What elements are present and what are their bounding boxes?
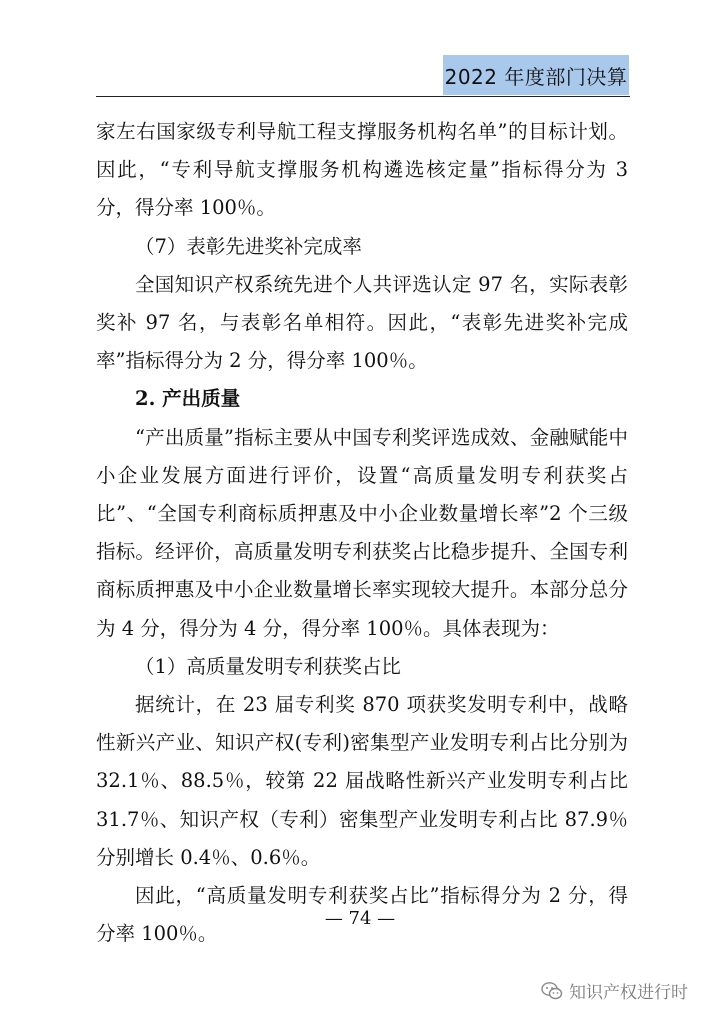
document-body xyxy=(96,113,628,953)
subheading-patent-award-share: （1）高质量发明专利获奖占比 xyxy=(135,654,401,678)
report-header-tab xyxy=(443,55,629,95)
report-title: 2022 年度部门决算 xyxy=(444,64,628,89)
paragraph-patent-conclusion: 因此，“高质量发明专利获奖占比”指标得分为 2 分，得分率 100％。 xyxy=(96,884,628,946)
paragraph-output-quality: “产出质量”指标主要从中国专利奖评选成效、金融赋能中小企业发展方面进行评价，设置“高质量发明专利获奖占比”、“全国专利商标质押惠及中小企业数量增长率”2 个三级指标。经评价，高质量发明专利获奖占比稳步提升、全国专利商标质押惠及中小企业数量增长率实现较大提升。本部分总分为 4 分，得分为 4 分，得分率 100％。具体表现为： xyxy=(96,425,628,640)
section-heading-output-quality: 2. 产出质量 xyxy=(135,387,241,411)
page-number: — 74 — xyxy=(324,908,396,929)
watermark-text: 知识产权进行时 xyxy=(569,983,688,1003)
paragraph-patent-statistics: 据统计，在 23 届专利奖 870 项获奖发明专利中，战略性新兴产业、知识产权(专利)密集型产业发明专利占比分别为 32.1％、88.5％，较第 22 届战略性新兴产业发明专利占比 31.7％、知识产权（专利）密集型产业发明专利占比 87.9％分别增长 0.4％、0.6％。 xyxy=(96,693,628,869)
paragraph-award-completion: 全国知识产权系统先进个人共评选认定 97 名，实际表彰奖补 97 名，与表彰名单相符。因此，“表彰先进奖补完成率”指标得分为 2 分，得分率 100％。 xyxy=(96,272,628,373)
watermark xyxy=(541,978,688,1003)
paragraph-continuation: 家左右国家级专利导航工程支撑服务机构名单”的目标计划。因此，“专利导航支撑服务机构遴选核定量”指标得分为 3 分，得分率 100％。 xyxy=(96,120,628,220)
header-divider xyxy=(96,96,630,97)
subheading-award-completion: （7）表彰先进奖补完成率 xyxy=(135,234,362,258)
wechat-icon xyxy=(541,981,563,1001)
